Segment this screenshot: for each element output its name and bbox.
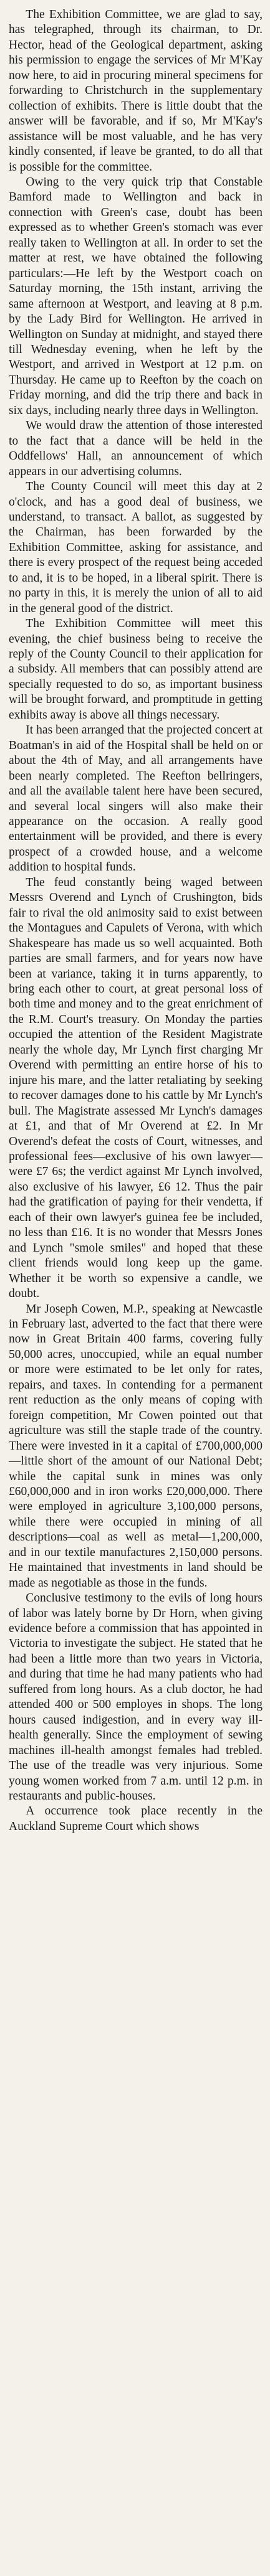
- paragraph-dance-notice: We would draw the attention of those interested to the fact that a dance will be held in the Oddfellows' Hall, an announcement of which appears in our advertising columns.: [9, 419, 263, 478]
- paragraph-long-hours: Conclusive testimony to the evils of long hours of labor was lately borne by Dr Horn, when giving evidence before a commission that has appointed in Victoria to investigate the subject. He stated that he had been a little more than two years in Victoria, and during that time he had many patients who had suffered from long hours. As a club doctor, he had attended 400 or 500 employes in shops. The long hours caused indigestion, and in every way ill-health generally. Since the employment of sewing machines ill-health amongst females had trebled. The use of the treadle was very injurious. Some young women worked from 7 a.m. until 12 p.m. in restaurants and public-houses.: [9, 1592, 263, 1803]
- paragraph-hospital-concert: It has been arranged that the projected concert at Boatman's in aid of the Hospital shall be held on or about the 4th of May, and all arrangements have been nearly completed. The Reefton bellringers, and all the available talent here have been secured, and several local singers will also make their appearance on the occasion. A really good entertainment will be provided, and there is every prospect of a crowded house, and a welcome addition to hospital funds.: [9, 724, 263, 874]
- paragraph-county-council: The County Council will meet this day at 2 o'clock, and has a good deal of business, we understand, to transact. A ballot, as suggested by the Chairman, has been forwarded by the Exhibition Committee, asking for assistance, and there is every prospect of the request being acceded to and, it is to be hoped, in a liberal spirit. There is no party in this, it is merely the union of all to aid in the general good of the district.: [9, 480, 263, 615]
- paragraph-auckland-court: A occurrence took place recently in the Auckland Supreme Court which shows: [9, 1805, 263, 1833]
- paragraph-exhibition-committee: The Exhibition Committee, we are glad to say, has telegraphed, through its chairman, to Dr. Hector, head of the Geological department, asking his permission to engage the services of Mr M'Kay now here, to aid in procuring mineral specimens for forwarding to Christchurch in the supplementary collection of exhibits. There is little doubt that the answer will be favorable, and if so, Mr M'Kay's assistance will be most valuable, and he has very kindly consented, if leave be granted, to do all that is possible for the committee.: [9, 8, 263, 174]
- paragraph-overend-lynch-feud: The feud constantly being waged between Messrs Overend and Lynch of Crushington, bids fair to rival the old animosity said to exist between the Montagues and Capulets of Verona, with which Shakespeare has made us so well acquainted. Both parties are small farmers, and for years now have been at variance, taking it in turns apparently, to bring each other to court, at great personal loss of both time and money and to the great enrichment of the R.M. Court's treasury. On Monday the parties occupied the attention of the Resident Magistrate nearly the whole day, Mr Lynch first charging Mr Overend with permitting an entire horse of his to injure his mare, and the latter retaliating by seeking to recover damages done to his cattle by Mr Lynch's bull. The Magistrate assessed Mr Lynch's damages at £1, and that of Mr Overend at £2. In Mr Overend's defeat the costs of Court, witnesses, and professional fees—exclusive of his own lawyer—were £7 6s; the verdict against Mr Lynch involved, also exclusive of his lawyer, £6 12. Thus the pair had the gratification of paying for their vendetta, if each of their own lawyer's guinea fee be included, no less than £16. It is no wonder that Messrs Jones and Lynch "smole smiles" and hoped that these client friends would long keep up the game. Whether it be worth so expensive a candle, we doubt.: [9, 875, 263, 1301]
- paragraph-exhibition-meeting: The Exhibition Committee will meet this evening, the chief business being to receive the reply of the County Council to their application for a subsidy. All members that can possibly attend are specially requested to do so, as important business will be brought forward, and promptitude in getting exhibits away is above all things necessary.: [9, 617, 263, 722]
- paragraph-cowen-speech: Mr Joseph Cowen, M.P., speaking at Newcastle in February last, adverted to the fact that there were now in Great Britain 400 farms, covering fully 50,000 acres, unoccupied, while an equal number or more were estimated to be let only for rates, repairs, and taxes. In contending for a permanent rent reduction as the only means of coping with foreign competition, Mr Cowen pointed out that agriculture was still the staple trade of the country. There were invested in it a capital of £700,000,000—little short of the amount of our National Debt; while the capital sunk in mines was only £60,000,000 and in iron works £20,000,000. There were employed in agriculture 3,100,000 persons, while there were occupied in mining of all descriptions—coal as well as metal—1,200,000, and in our textile manufactures 2,150,000 persons. He maintained that investments in land should be made as negotiable as those in the funds.: [9, 1302, 263, 1590]
- paragraph-green-case: Owing to the very quick trip that Constable Bamford made to Wellington and back in connection with Green's case, doubt has been expressed as to whether Green's stomach was ever really taken to Wellington at all. In order to set the matter at rest, we have obtained the following particulars:—He left by the Westport coach on Saturday morning, the 15th instant, arriving the same afternoon at Westport, and leaving at 8 p.m. by the Lady Bird for Wellington. He arrived in Wellington on Sunday at midnight, and stayed there till Wednesday evening, when he left by the Westport, and arrived in Westport at 12 p.m. on Thursday. He came up to Reefton by the coach on Friday morning, and did the trip there and back in six days, including nearly three days in Wellington.: [9, 175, 263, 417]
